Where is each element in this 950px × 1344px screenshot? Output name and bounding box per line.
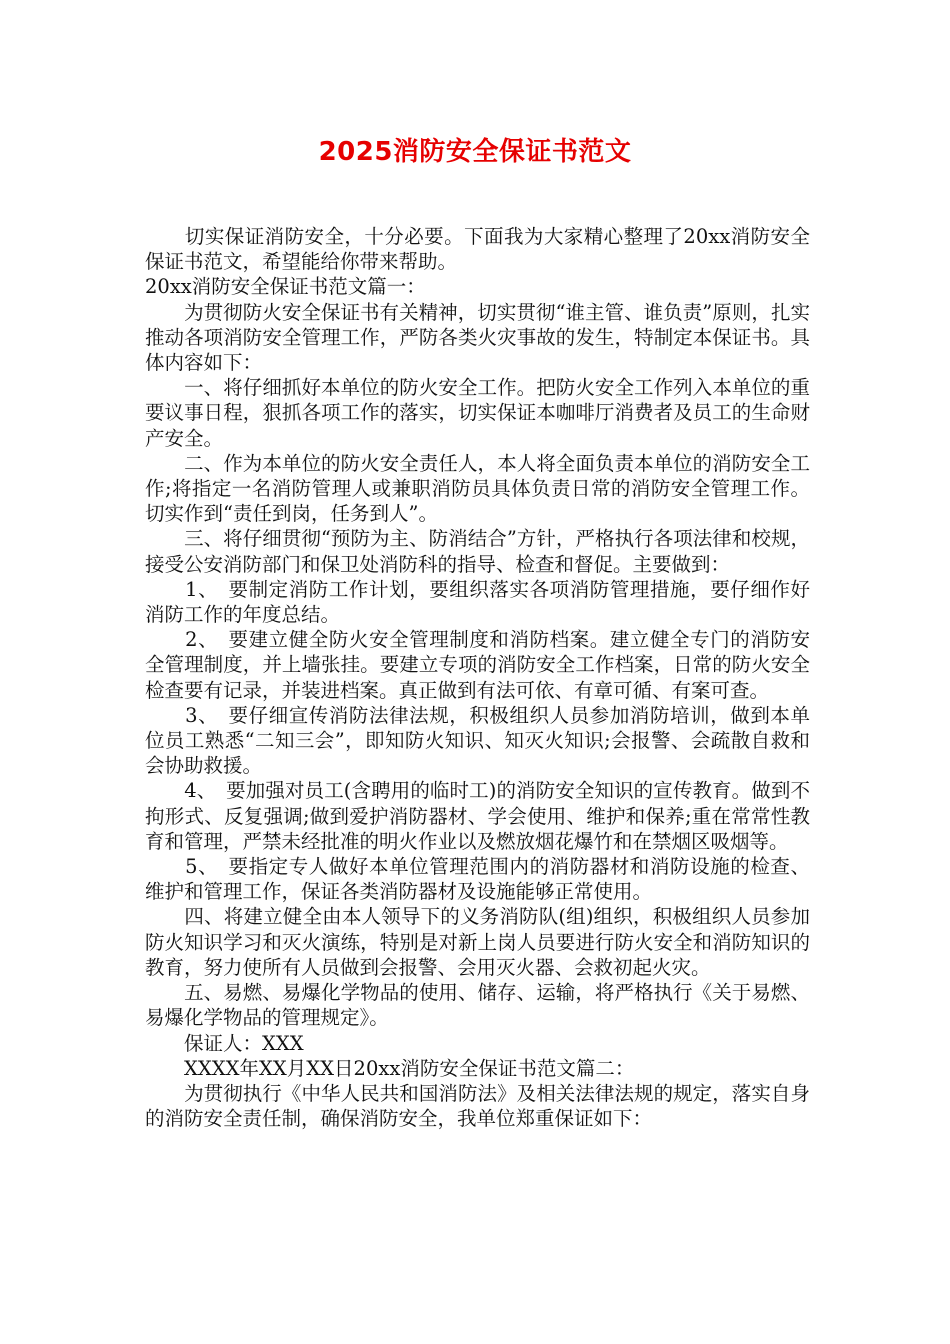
date-and-section-heading-2: XXXX年XX月XX日20xx消防安全保证书范文篇二：: [145, 1056, 635, 1080]
paragraph: 四、将建立健全由本人领导下的义务消防队(组)组织，积极组织人员参加防火知识学习和灭火演练，特别是对新上岗人员要进行防火安全和消防知识的教育，努力使所有人员做到会报警、会用灭火器、会救初起火灾。: [145, 905, 810, 979]
paragraph: 五、易燃、易爆化学物品的使用、储存、运输，将严格执行《关于易燃、易爆化学物品的管理规定》。: [145, 981, 810, 1030]
paragraph: 一、将仔细抓好本单位的防火安全工作。把防火安全工作列入本单位的重要议事日程，狠抓各项工作的落实，切实保证本咖啡厅消费者及员工的生命财产安全。: [145, 376, 810, 450]
list-item: 1、 要制定消防工作计划，要组织落实各项消防管理措施，要仔细作好消防工作的年度总结。: [145, 577, 810, 627]
paragraph: 二、作为本单位的防火安全责任人，本人将全面负责本单位的消防安全工作;将指定一名消防管理人或兼职消防员具体负责日常的消防安全管理工作。切实作到“责任到岗，任务到人”。: [145, 451, 810, 526]
section-heading-1: 20xx消防安全保证书范文篇一：: [145, 275, 426, 299]
paragraph: 为贯彻执行《中华人民共和国消防法》及相关法律法规的规定，落实自身的消防安全责任制，确保消防安全，我单位郑重保证如下：: [145, 1081, 810, 1131]
page-title: 2025消防安全保证书范文: [318, 137, 632, 167]
list-item: 4、 要加强对员工(含聘用的临时工)的消防安全知识的宣传教育。做到不拘形式、反复强调;做到爱护消防器材、学会使用、维护和保养;重在常常性教育和管理，严禁未经批准的明火作业以及燃放烟花爆竹和在禁烟区吸烟等。: [145, 779, 810, 853]
paragraph-intro: 切实保证消防安全，十分必要。下面我为大家精心整理了20xx消防安全保证书范文，希望能给你带来帮助。: [145, 225, 810, 274]
document-body: [145, 224, 810, 1131]
paragraph: 为贯彻防火安全保证书有关精神，切实贯彻“谁主管、谁负责”原则，扎实推动各项消防安全管理工作，严防各类火灾事故的发生，特制定本保证书。具体内容如下：: [145, 300, 810, 375]
list-item: 3、 要仔细宣传消防法律法规，积极组织人员参加消防培训，做到本单位员工熟悉“二知三会”，即知防火知识、知灭火知识;会报警、会疏散自救和会协助救援。: [145, 703, 810, 778]
list-item: 5、 要指定专人做好本单位管理范围内的消防器材和消防设施的检查、维护和管理工作，保证各类消防器材及设施能够正常使用。: [145, 855, 810, 904]
paragraph: 三、将仔细贯彻“预防为主、防消结合”方针，严格执行各项法律和校规，接受公安消防部门和保卫处消防科的指导、检查和督促。主要做到：: [145, 527, 810, 576]
signature-line: 保证人：XXX: [145, 1031, 304, 1055]
list-item: 2、 要建立健全防火安全管理制度和消防档案。建立健全专门的消防安全管理制度，并上墙张挂。要建立专项的消防安全工作档案，日常的防火安全检查要有记录，并装进档案。真正做到有法可依、有章可循、有案可查。: [145, 628, 810, 702]
